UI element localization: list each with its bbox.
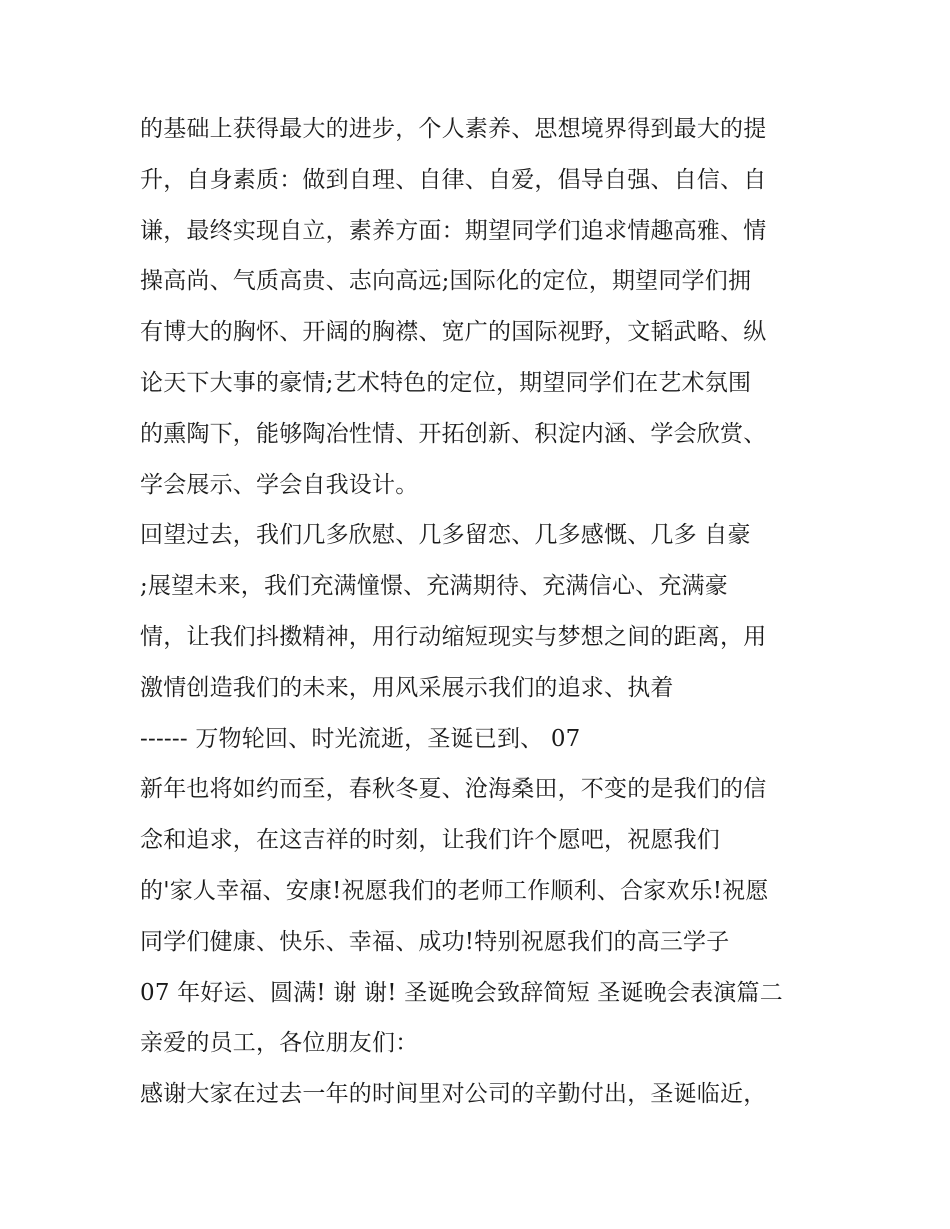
text-line: ------ 万物轮回、时光流逝，圣诞已到、 07 bbox=[140, 725, 581, 752]
text-line: 回望过去，我们几多欣慰、几多留恋、几多感慨、几多 自豪 bbox=[140, 522, 751, 549]
text-line: 升，自身素质：做到自理、自律、自爱，倡导自强、自信、自 bbox=[140, 166, 767, 193]
text-line: 07 年好运、圆满! 谢 谢! 圣诞晚会致辞简短 圣诞晚会表演篇二 bbox=[140, 979, 783, 1006]
text-line: 的基础上获得最大的进步，个人素养、思想境界得到最大的提 bbox=[140, 116, 767, 142]
text-line: 论天下大事的豪情;艺术特色的定位，期望同学们在艺术氛围 bbox=[140, 369, 752, 396]
text-line: 亲爱的员工，各位朋友们： bbox=[140, 1030, 419, 1057]
text-line: 情，让我们抖擞精神，用行动缩短现实与梦想之间的距离，用 bbox=[140, 623, 767, 650]
text-line: 新年也将如约而至，春秋冬夏、沧海桑田，不变的是我们的信 bbox=[140, 776, 767, 803]
text-line: ;展望未来，我们充满憧憬、充满期待、充满信心、充满豪 bbox=[140, 573, 728, 600]
text-line: 念和追求，在这吉祥的时刻，让我们许个愿吧，祝愿我们 bbox=[140, 827, 720, 854]
text-line: 操高尚、气质高贵、志向高远;国际化的定位，期望同学们拥 bbox=[140, 268, 752, 295]
text-line: 的'家人幸福、安康!祝愿我们的老师工作顺利、合家欢乐!祝愿 bbox=[140, 877, 769, 904]
body-text bbox=[140, 104, 830, 1120]
text-line: 谦，最终实现自立，素养方面：期望同学们追求情趣高雅、情 bbox=[140, 217, 767, 244]
text-line: 同学们健康、快乐、幸福、成功!特别祝愿我们的高三学子 bbox=[140, 928, 730, 955]
text-line: 激情创造我们的未来，用风采展示我们的追求、执着 bbox=[140, 674, 674, 701]
text-line: 感谢大家在过去一年的时间里对公司的辛勤付出，圣诞临近， bbox=[140, 1081, 767, 1108]
text-line: 的熏陶下，能够陶冶性情、开拓创新、积淀内涵、学会欣赏、 bbox=[140, 420, 767, 447]
text-line: 有博大的胸怀、开阔的胸襟、宽广的国际视野，文韬武略、纵 bbox=[140, 319, 767, 346]
text-line: 学会展示、学会自我设计。 bbox=[140, 471, 419, 498]
